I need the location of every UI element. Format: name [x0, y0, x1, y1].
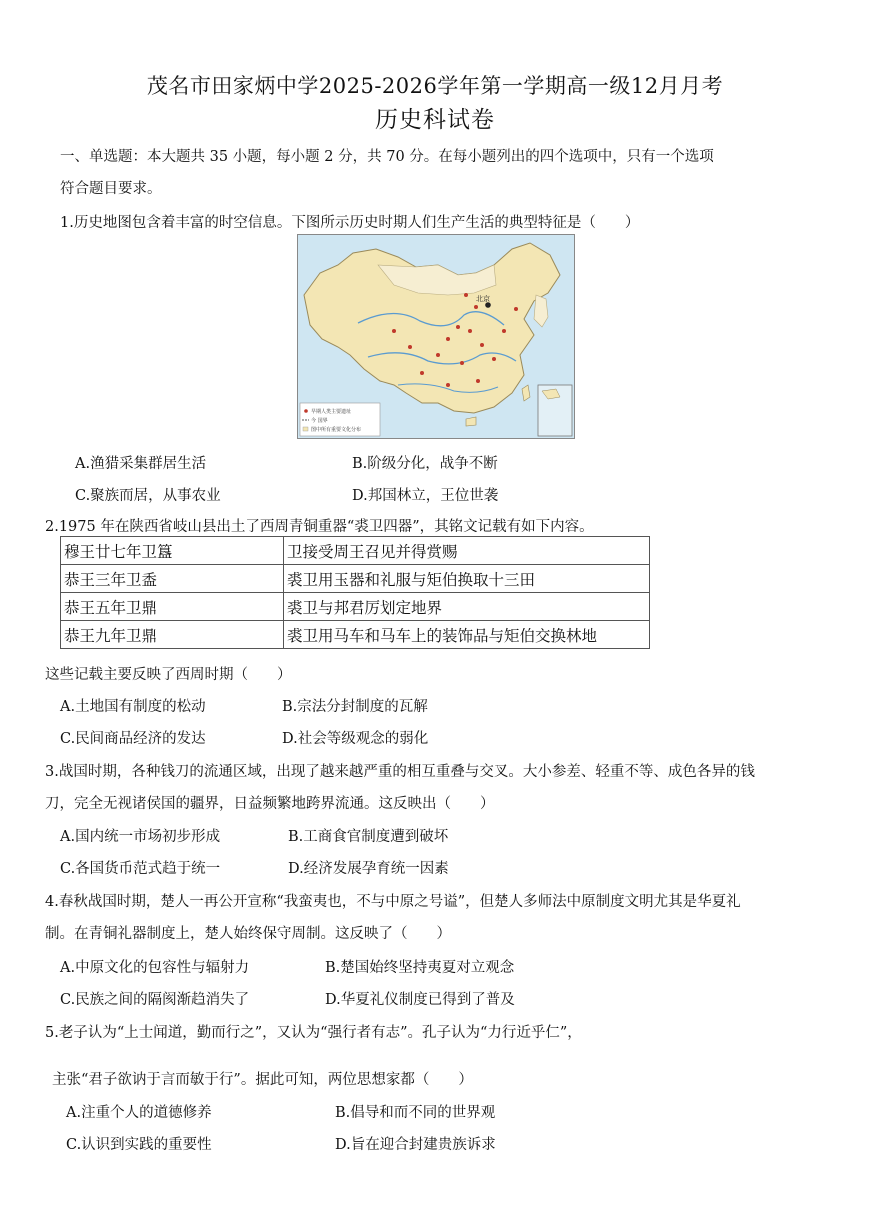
q5-option-c[interactable]: C.认识到实践的重要性: [66, 1137, 212, 1153]
legend-item-sites: 早期人类主要遗址: [311, 409, 352, 415]
table-cell: 恭王五年卫鼎: [61, 593, 284, 621]
site-marker: [392, 329, 396, 333]
table-cell: 恭王九年卫鼎: [61, 621, 284, 649]
site-marker: [492, 357, 496, 361]
q3-option-c[interactable]: C.各国货币范式趋于统一: [60, 861, 221, 877]
q5-option-b[interactable]: B.倡导和而不同的世界观: [335, 1105, 496, 1121]
table-cell: 裘卫用马车和马车上的装饰品与矩伯交换林地: [284, 621, 650, 649]
q5-option-d[interactable]: D.旨在迎合封建贵族诉求: [335, 1137, 496, 1153]
table-cell: 恭王三年卫盉: [61, 565, 284, 593]
china-map-image: [298, 235, 574, 438]
q5-option-a[interactable]: A.注重个人的道德修养: [66, 1105, 212, 1121]
table-row: [61, 593, 650, 621]
inscription-table: [60, 536, 650, 649]
q1-option-d[interactable]: D.邦国林立，王位世袭: [352, 488, 499, 504]
q2-option-c[interactable]: C.民间商品经济的发达: [60, 731, 206, 747]
site-marker: [408, 345, 412, 349]
question-5-stem-line2: 主张“君子欲讷于言而敏于行”。据此可知，两位思想家都（ ）: [52, 1072, 473, 1088]
site-marker: [460, 361, 464, 365]
q1-option-b[interactable]: B.阶级分化，战争不断: [352, 456, 498, 472]
legend-item-culture: 图中所有重要文化分布: [311, 427, 362, 433]
table-row: [61, 565, 650, 593]
site-marker: [474, 305, 478, 309]
question-2-stem: 2.1975 年在陕西省岐山县出土了西周青铜重器“裘卫四器”，其铭文记载有如下内容。: [45, 519, 594, 535]
q2-option-a[interactable]: A.土地国有制度的松动: [60, 699, 206, 715]
question-3-stem-line2: 刀，完全无视诸侯国的疆界，日益频繁地跨界流通。这反映出（ ）: [45, 796, 495, 812]
beijing-label: 北京: [476, 295, 490, 303]
q4-option-c[interactable]: C.民族之间的隔阂渐趋消失了: [60, 992, 250, 1008]
table-row: [61, 537, 650, 565]
q2-option-d[interactable]: D.社会等级观念的弱化: [282, 731, 429, 747]
site-marker: [514, 307, 518, 311]
exam-subject-title: 历史科试卷: [375, 107, 495, 133]
table-row: [61, 621, 650, 649]
site-marker: [468, 329, 472, 333]
q4-option-d[interactable]: D.华夏礼仪制度已得到了普及: [325, 992, 515, 1008]
legend-item-border: 今 国界: [311, 418, 328, 424]
site-marker: [464, 293, 468, 297]
question-3-stem-line1: 3.战国时期，各种钱刀的流通区域，出现了越来越严重的相互重叠与交叉。大小参差、轻重不等、成色各异的钱: [45, 764, 755, 780]
site-marker: [420, 371, 424, 375]
site-marker: [502, 329, 506, 333]
question-5-stem-line1: 5.老子认为“上士闻道，勤而行之”，又认为“强行者有志”。孔子认为“力行近乎仁”，: [45, 1025, 582, 1041]
table-cell: 卫接受周王召见并得赏赐: [284, 537, 650, 565]
site-marker: [446, 337, 450, 341]
table-cell: 裘卫用玉器和礼服与矩伯换取十三田: [284, 565, 650, 593]
q4-option-a[interactable]: A.中原文化的包容性与辐射力: [60, 960, 250, 976]
site-marker: [456, 325, 460, 329]
q3-option-d[interactable]: D.经济发展孕育统一因素: [288, 861, 449, 877]
table-cell: 穆王廿七年卫簋: [61, 537, 284, 565]
beijing-marker: [485, 302, 491, 308]
q3-option-a[interactable]: A.国内统一市场初步形成: [60, 829, 221, 845]
ancient-sites-map: [297, 234, 575, 439]
table-cell: 裘卫与邦君厉划定地界: [284, 593, 650, 621]
q2-option-b[interactable]: B.宗法分封制度的瓦解: [282, 699, 428, 715]
site-marker: [476, 379, 480, 383]
question-4-stem-line1: 4.春秋战国时期，楚人一再公开宣称“我蛮夷也，不与中原之号谥”，但楚人多师法中原制度文明尤其是华夏礼: [45, 894, 741, 910]
site-marker: [446, 383, 450, 387]
section-instructions-line2: 符合题目要求。: [60, 181, 162, 197]
q1-option-a[interactable]: A.渔猎采集群居生活: [75, 456, 207, 472]
section-instructions-line1: 一、单选题：本大题共 35 小题，每小题 2 分，共 70 分。在每小题列出的四个选项中，只有一个选项: [60, 149, 714, 165]
q1-option-c[interactable]: C.聚族而居，从事农业: [75, 488, 221, 504]
q3-option-b[interactable]: B.工商食官制度遭到破坏: [288, 829, 449, 845]
question-4-stem-line2: 制。在青铜礼器制度上，楚人始终保守周制。这反映了（ ）: [45, 926, 451, 942]
exam-title: 茂名市田家炳中学2025-2026学年第一学期高一级12月月考: [146, 74, 724, 98]
question-1-stem: 1.历史地图包含着丰富的时空信息。下图所示历史时期人们生产生活的典型特征是（ ）: [60, 215, 640, 231]
site-marker: [436, 353, 440, 357]
q4-option-b[interactable]: B.楚国始终坚持夷夏对立观念: [325, 960, 515, 976]
question-2-prompt: 这些记载主要反映了西周时期（ ）: [45, 667, 292, 683]
site-marker: [480, 343, 484, 347]
